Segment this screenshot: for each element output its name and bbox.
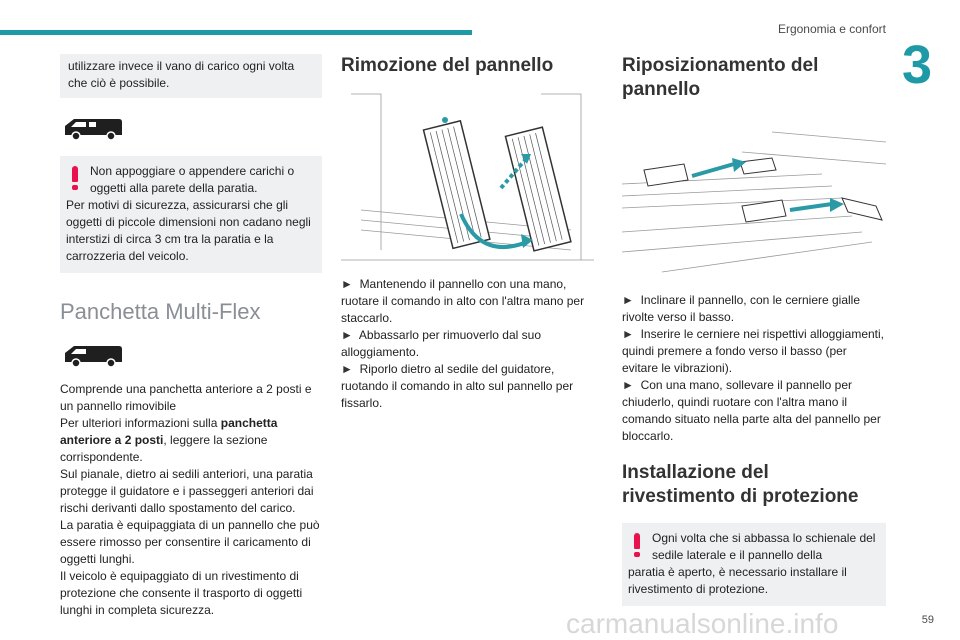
info-box-continued <box>60 54 322 98</box>
warning-text: Per motivi di sicurezza, assicurarsi che gli oggetti di piccole dimensioni non cadano negli interstizi di circa 3 cm tra la paratia e la carrozzeria del veicolo. <box>66 198 311 263</box>
van-icon-small <box>62 343 124 367</box>
panel-removal-illustration <box>341 90 594 266</box>
repositioning-step-1: ► Inclinare il pannello, con le cerniere gialle rivolte verso il basso. <box>622 293 861 324</box>
removal-steps <box>341 276 594 412</box>
warning-text: paratia è aperto, è necessario installare il rivestimento di protezione. <box>628 565 847 596</box>
column-middle <box>341 54 594 412</box>
repositioning-steps <box>622 292 886 445</box>
panel-repositioning-illustration <box>622 112 886 282</box>
info-box-text: utilizzare invece il vano di carico ogni volta che ciò è possibile. <box>68 59 295 90</box>
warning-first-line: Ogni volta che si abbassa lo schienale del sedile laterale e il pannello della <box>652 531 876 562</box>
paragraph-info: Per ulteriori informazioni sulla panchetta anteriore a 2 posti, leggere la sezione corrispondente. <box>60 416 278 464</box>
heading-protection-install: Installazione del rivestimento di protezione <box>622 462 859 507</box>
van-icon <box>62 116 124 140</box>
repositioning-step-3: ► Con una mano, sollevare il pannello per chiuderlo, quindi ruotare con l'altra mano il comando situato nella parte alta del pannello per bloccarlo. <box>622 378 881 443</box>
warning-first-line: Non appoggiare o appendere carichi o oggetti alla parete della paratia. <box>90 164 295 195</box>
warning-exclamation-icon <box>634 533 640 557</box>
heading-panel-repositioning: Riposizionamento del pannello <box>622 55 819 100</box>
heading-panel-removal: Rimozione del pannello <box>341 55 554 76</box>
column-left <box>60 54 322 619</box>
paragraph-protection: Il veicolo è equipaggiato di un rivestimento di protezione che consente il trasporto di oggetti lunghi in completa sicurezza. <box>60 569 303 617</box>
warning-box <box>60 156 322 273</box>
warning-exclamation-icon <box>72 166 78 190</box>
warning-box-protection <box>622 523 886 606</box>
removal-step-2: ► Abbassarlo per rimuoverlo dal suo alloggiamento. <box>341 328 541 359</box>
removal-step-1: ► Mantenendo il pannello con una mano, ruotare il comando in alto con l'altra mano per staccarlo. <box>341 277 585 325</box>
paragraph-bulkhead: Sul pianale, dietro ai sedili anteriori, una paratia protegge il guidatore e i passeggeri anteriori dai rischi derivanti dallo spostamento del carico. <box>60 467 314 515</box>
page-number: 59 <box>921 614 934 626</box>
header-accent-bar <box>0 30 472 35</box>
section-title: Ergonomia e confort <box>777 22 886 36</box>
section-heading-multiflex: Panchetta Multi-Flex <box>60 299 261 324</box>
watermark: carmanualsonline.info <box>566 608 839 639</box>
repositioning-step-2: ► Inserire le cerniere nei rispettivi alloggiamenti, quindi premere a fondo verso il basso (per evitare le vibrazioni). <box>622 327 885 375</box>
removal-step-3: ► Riporlo dietro al sedile del guidatore, ruotando il comando in alto sul pannello per fissarlo. <box>341 362 574 410</box>
paragraph-intro: Comprende una panchetta anteriore a 2 posti e un pannello rimovibile <box>60 382 312 413</box>
chapter-number: 3 <box>902 35 933 95</box>
column-right <box>622 54 886 606</box>
paragraph-panel: La paratia è equipaggiata di un pannello che può essere rimosso per consentire il caricamento di oggetti lunghi. <box>60 518 320 566</box>
